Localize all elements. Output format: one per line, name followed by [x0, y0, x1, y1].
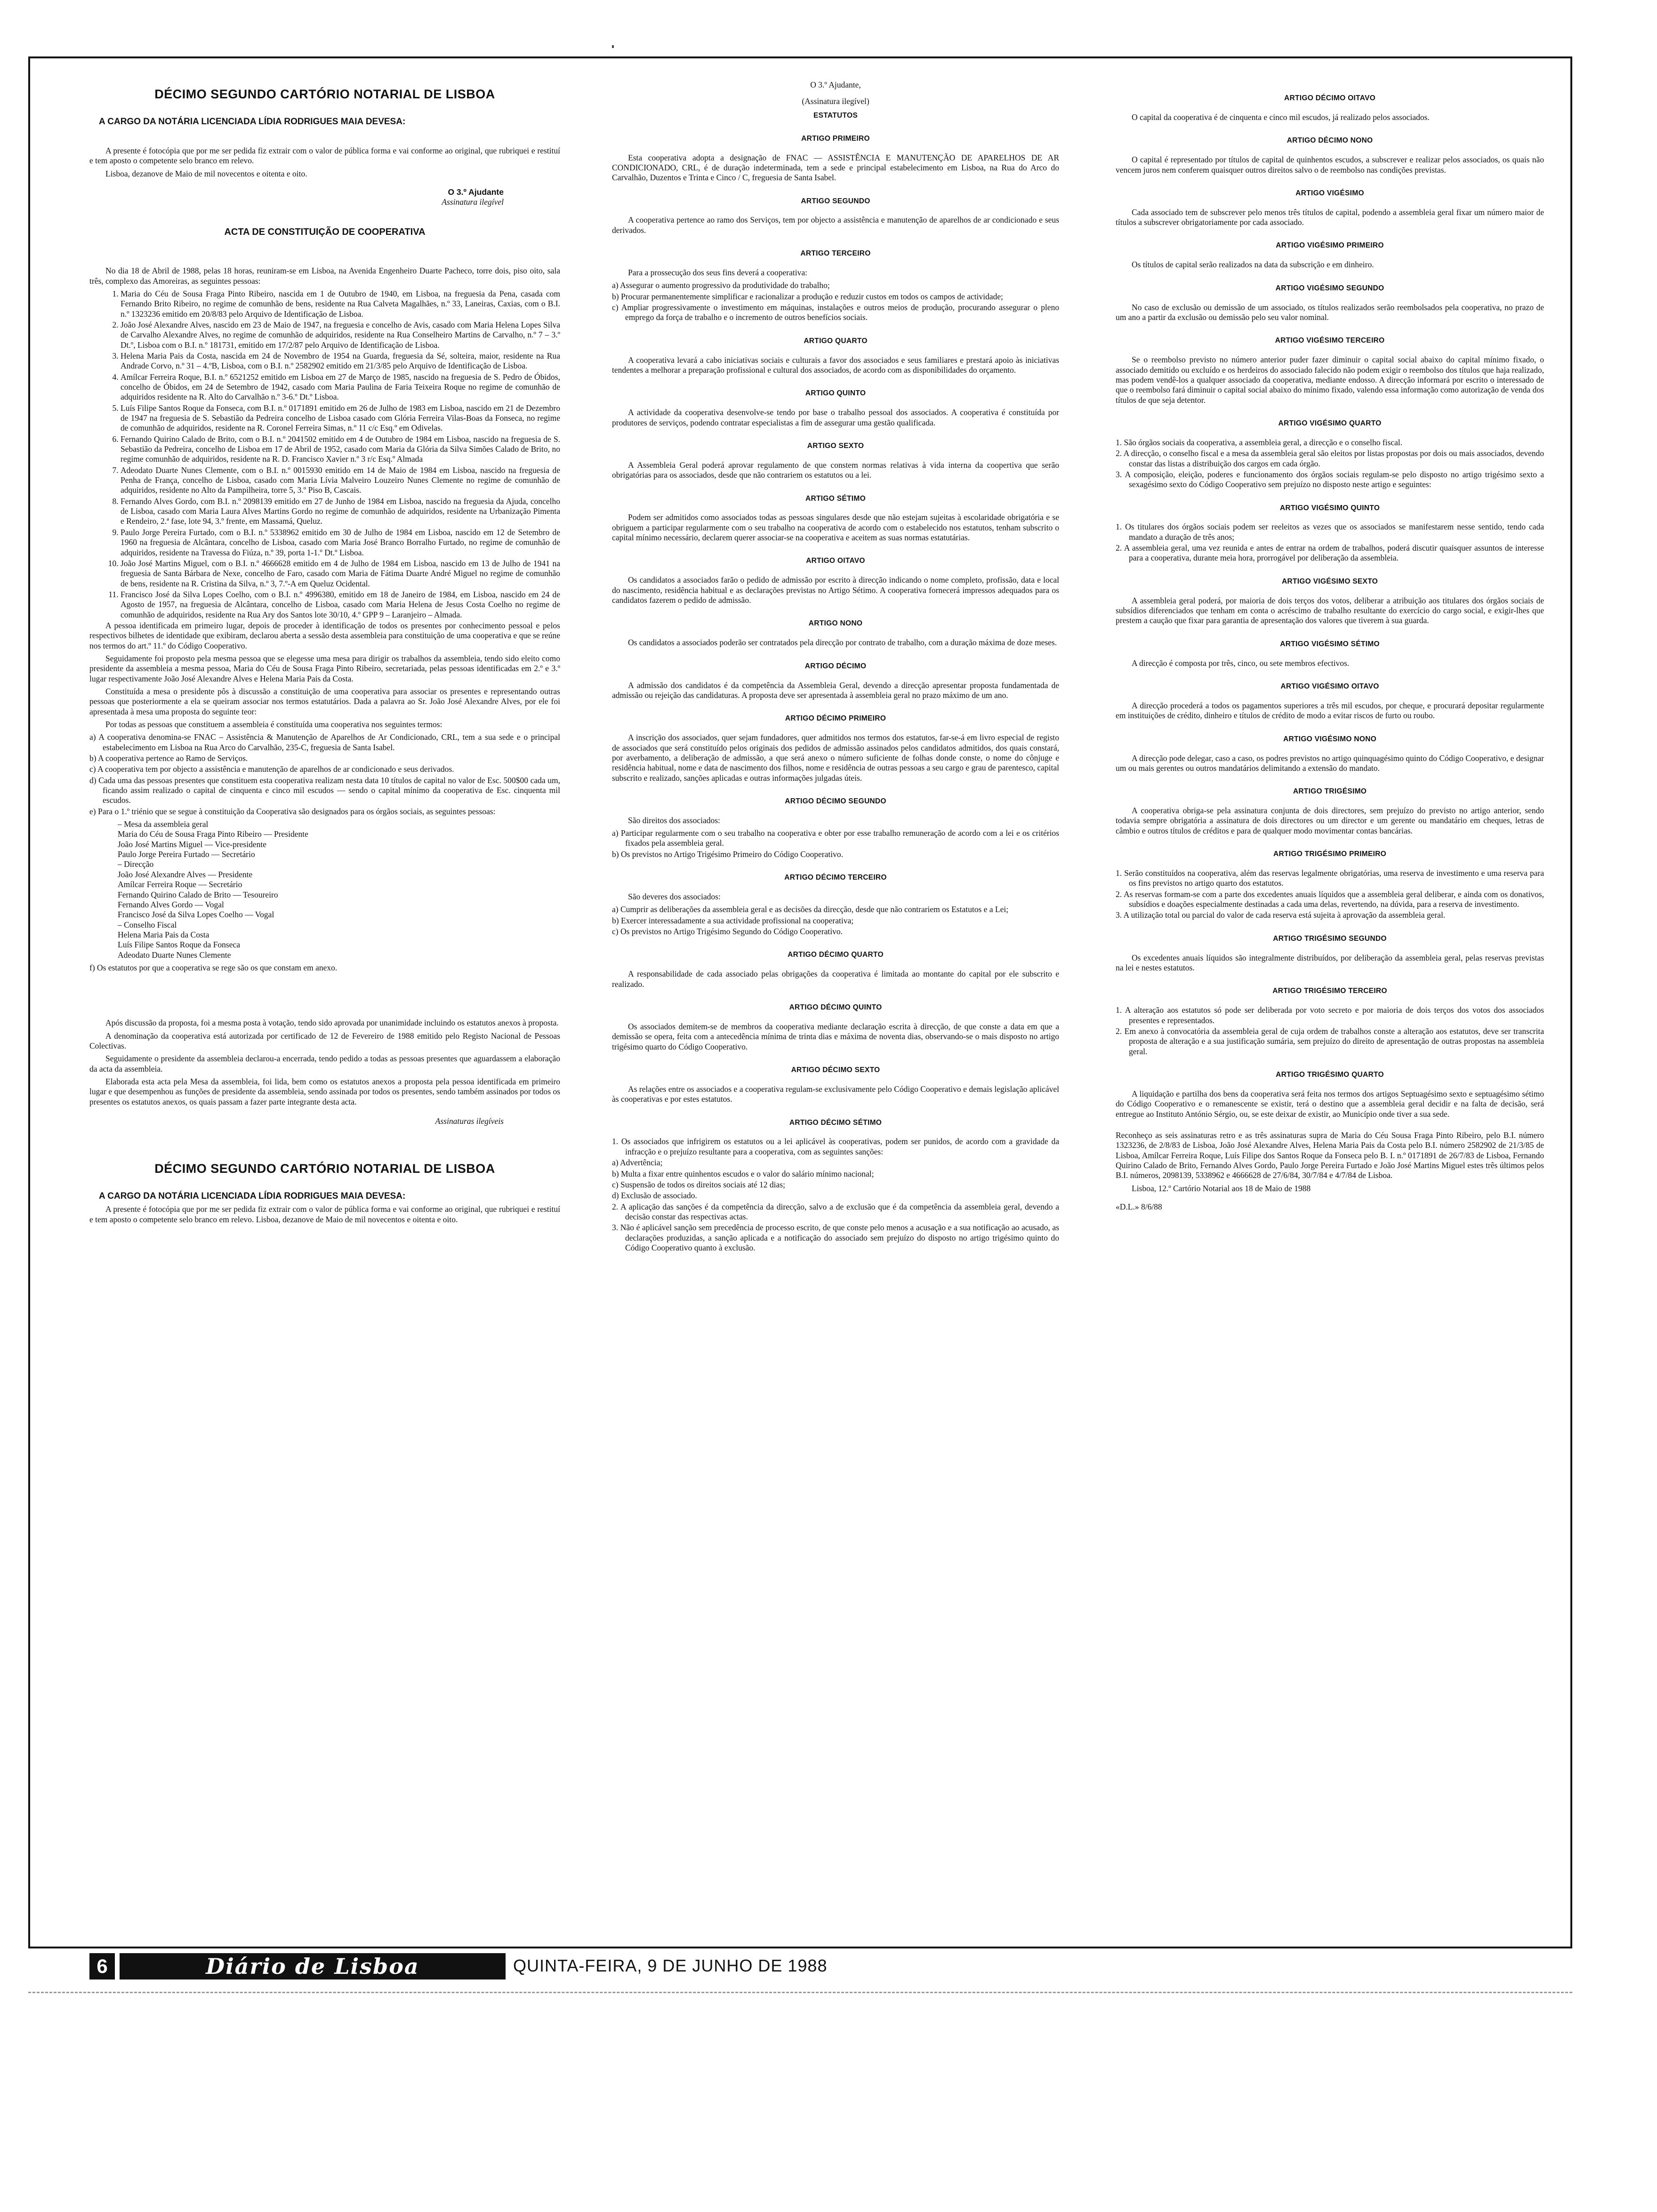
list-item: e) Para o 1.º triénio que se segue à constituição da Cooperativa são designados para os órgãos sociais, as seguintes pessoas:: [89, 806, 496, 816]
organ-line: Amílcar Ferreira Roque — Secretário: [118, 880, 242, 890]
list-item: a) Participar regularmente com o seu trabalho na cooperativa e obter por esse trabalho remuneração de acordo com a lei e os critérios fixados pela assembleia geral.: [612, 828, 1059, 848]
list-item: d) Exclusão de associado.: [612, 1191, 697, 1201]
column-3: [1116, 80, 1544, 1939]
proposal-term-f: [89, 963, 560, 973]
article-paragraph: Para a prossecução dos seus fins deverá a cooperativa:: [628, 268, 807, 278]
article-heading: ARTIGO DÉCIMO: [804, 662, 867, 670]
article-paragraph: Os títulos de capital serão realizados na data da subscrição e em dinheiro.: [1132, 260, 1374, 270]
list-item: 1. Os titulares dos órgãos sociais podem ser reeleitos as vezes que os associados se manifestarem nesse sentido, tendo cada mandato a duração de três anos;: [1116, 522, 1544, 542]
list-item: a) Advertência;: [612, 1158, 663, 1168]
founder-item: 2. João José Alexandre Alves, nascido em 23 de Maio de 1947, na freguesia e concelho de Avis, casado com Maria Helena Lopes Silva de Carvalho Alexandre Alves, no regime de comunhão de adquiridos, residente na Rua Conselheiro Martins de Carvalho, n.º 7 – 3.º Dt.º, Lisboa com o B.I. n.º 181731, emitido em 17/2/87 pelo Arquivo de Identificação de Lisboa.: [121, 320, 560, 350]
list-item: b) Exercer interessadamente a sua actividade profissional na cooperativa;: [612, 915, 854, 925]
article-paragraph: Os excedentes anuais líquidos são integralmente distribuídos, por deliberação da assembleia geral, pelas reservas previstas na lei e nestes estatutos.: [1116, 953, 1544, 972]
column-2: [612, 80, 1059, 1939]
signatures-note: Assinaturas ilegíveis: [435, 1116, 504, 1126]
paragraph: A pessoa identificada em primeiro lugar, depois de proceder à identificação de todos os presentes por conhecimento pessoal e pelos respectivos bilhetes de identidade que exibiram, declarou aberta a sessão desta assembleia para constituição de uma cooperativa e que se reúne nos termos do art.º 11.º do Código Cooperativo.: [89, 620, 560, 650]
masthead-logo: Diário de Lisboa: [120, 1953, 506, 1980]
founders-list: [89, 289, 560, 620]
article-heading: ARTIGO SEXTO: [807, 441, 864, 450]
organ-line: Fernando Alves Gordo — Vogal: [118, 899, 224, 909]
organ-line: – Conselho Fiscal: [118, 920, 177, 930]
article-heading: ARTIGO DÉCIMO SÉTIMO: [789, 1118, 882, 1127]
article-heading: ARTIGO TRIGÉSIMO SEGUNDO: [1273, 934, 1387, 943]
article-paragraph: Esta cooperativa adopta a designação de FNAC — ASSISTÊNCIA E MANUTENÇÃO DE APARELHOS DE AR CONDICIONADO, CRL, é de duração indeterminada, tem a sede e principal estabelecimento em Lisboa, na Rua do Arco do Carvalhão, Duzentos e Trinta e Cinco / C, freguesia de Santa Isabel.: [612, 152, 1059, 183]
paragraph: Constituída a mesa o presidente pôs à discussão a constituição de uma cooperativa para associar os presentes e representando outras pessoas que posteriormente a ela se queiram associar nos termos estatutários. Dada a palavra ao Sr. João José Alexandre Alves, por ele foi apresentada à mesa uma proposta do seguinte teor:: [89, 686, 560, 716]
paragraph: Elaborada esta acta pela Mesa da assembleia, foi lida, bem como os estatutos anexos a proposta pela pessoa identificada em primeiro lugar e que desempenhou as funções de presidente da assembleia, sendo assinada por todos os presentes, sendo também assinados por todos os presentes os estatutos anexos, os quais passam a fazer parte integrante desta acta.: [89, 1076, 560, 1106]
article-heading: ARTIGO VIGÉSIMO TERCEIRO: [1275, 337, 1385, 345]
notary-line-2: A CARGO DA NOTÁRIA LICENCIADA LÍDIA RODRIGUES MAIA DEVESA:: [99, 1191, 406, 1202]
paragraph: Após discussão da proposta, foi a mesma posta à votação, tendo sido aprovada por unanimidade incluindo os estatutos anexos à proposta.: [105, 1018, 559, 1028]
paragraph: Por todas as pessoas que constituem a assembleia é constituída uma cooperativa nos seguintes termos:: [105, 720, 442, 729]
organ-line: Francisco José da Silva Lopes Coelho — Vogal: [118, 910, 274, 920]
article-paragraph: Os candidatos a associados poderão ser contratados pela direcção por contrato de trabalho, com a duração máxima de doze meses.: [628, 638, 1057, 648]
list-item: 2. A assembleia geral, uma vez reunida e antes de entrar na ordem de trabalhos, poderá discutir quaisquer assuntos de interesse para a cooperativa, durante meia hora, prorrogável por deliberação da assembleia.: [1116, 543, 1544, 563]
article-items: [612, 828, 1059, 859]
article-heading: ARTIGO TRIGÉSIMO QUARTO: [1276, 1070, 1384, 1079]
article-items: [612, 1137, 1059, 1253]
organ-line: Fernando Quirino Calado de Brito — Tesoureiro: [118, 890, 278, 899]
article-heading: ARTIGO SEGUNDO: [801, 197, 870, 205]
article-heading: ARTIGO DÉCIMO SEGUNDO: [785, 797, 886, 805]
article-heading: ARTIGO DÉCIMO QUINTO: [789, 1003, 882, 1012]
article-heading: ARTIGO VIGÉSIMO PRIMEIRO: [1276, 241, 1384, 250]
organ-line: – Mesa da assembleia geral: [118, 819, 209, 829]
list-item: 2. A direcção, o conselho fiscal e a mesa da assembleia geral são eleitos por listas propostas por dois ou mais associados, devendo constar das listas a distribuição dos cargos em cada órgão.: [1116, 449, 1544, 468]
article-heading: ARTIGO DÉCIMO NONO: [1287, 136, 1373, 145]
page-footer: [89, 1953, 1572, 1981]
acta-title: ACTA DE CONSTITUIÇÃO DE COOPERATIVA: [224, 226, 426, 237]
list-item: b) Procurar permanentemente simplificar e racionalizar a produção e reduzir custos em todos os campos de actividade;: [612, 291, 1003, 301]
article-items: [1116, 868, 1544, 921]
article-heading: ARTIGO VIGÉSIMO SÉTIMO: [1280, 640, 1380, 648]
article-heading: ARTIGO TRIGÉSIMO: [1293, 787, 1367, 796]
article-paragraph: A responsabilidade de cada associado pelas obrigações da cooperativa é limitada ao montante do capital por ele subscrito e realizado.: [612, 969, 1059, 989]
list-item: 2. As reservas formam-se com a parte dos excedentes anuais líquidos que a assembleia geral deliberar, e ainda com os donativos, subsídios e doações especialmente destinadas a cada uma delas, revertendo, na dúvida, para a reserva de investimento.: [1116, 889, 1544, 909]
social-organs: [89, 819, 560, 960]
article-heading: ARTIGO DÉCIMO SEXTO: [791, 1066, 880, 1074]
founder-item: 4. Amílcar Ferreira Roque, B.I. n.º 6521252 emitido em Lisboa em 27 de Março de 1985, nascido na freguesia de S. Pedro de Óbidos, concelho de Óbidos, em 24 de Setembro de 1942, casado com Maria Paulina de Faria Teixeira Roque no regime de comunhão de adquiridos residente na R. Alto do Carvalhão n.º 3-6.º Dt.º Lisboa.: [121, 372, 560, 402]
list-item: c) A cooperativa tem por objecto a assistência e manutenção de aparelhos de ar condicionado e seus derivados.: [89, 764, 454, 774]
article-heading: ARTIGO PRIMEIRO: [801, 134, 870, 143]
list-item: 3. A utilização total ou parcial do valor de cada reserva está sujeita à aprovação da assembleia geral.: [1116, 910, 1446, 920]
article-paragraph: A liquidação e partilha dos bens da cooperativa será feita nos termos dos artigos Septuagésimo sexto e septuagésimo sétimo do Código Cooperativo e o remanescente se existir, terá o destino que a assembleia geral decidir e na falta de decisão, será entregue ao Instituto António Sérgio, ou, se este deixar de existir, ao Município onde tiver a sua sede.: [1116, 1089, 1544, 1119]
article-heading: ARTIGO DÉCIMO QUARTO: [788, 951, 884, 959]
founder-item: 9. Paulo Jorge Pereira Furtado, com o B.I. n.º 5338962 emitido em 30 de Julho de 1984 em Lisboa, nascido em 12 de Setembro de 1960 na freguesia de Alcântara, concelho de Lisboa, casado com Maria José Branco Borralho Furtado, no regime de comunhão de adquiridos, residente na Travessa do Fiúza, n.º 39, porta 1-1.º Dt.º Lisboa.: [121, 528, 560, 558]
list-item: 2. A aplicação das sanções é da competência da direcção, salvo a de exclusão que é da competência da assembleia geral, devendo a decisão constar das respectivas actas.: [612, 1202, 1059, 1221]
certification-text-2: A presente é fotocópia que por me ser pedida fiz extrair com o valor de pública forma e vai conforme ao original, que rubriquei e restituí e tem aposto o competente selo branco em relevo. Lisboa, dezanove de Maio de mil novecentos e oitenta e oito.: [89, 1204, 560, 1224]
office-title-2: DÉCIMO SEGUNDO CARTÓRIO NOTARIAL DE LISBOA: [154, 1162, 495, 1176]
list-item: b) A cooperativa pertence ao Ramo de Serviços.: [89, 753, 248, 763]
article-paragraph: São deveres dos associados:: [628, 892, 721, 902]
article-paragraph: O capital da cooperativa é de cinquenta e cinco mil escudos, já realizado pelos associados.: [1132, 112, 1430, 122]
article-heading: ARTIGO QUARTO: [804, 337, 868, 345]
list-item: 3. A composição, eleição, poderes e funcionamento dos órgãos sociais regulam-se pelo disposto no artigo trigésimo sexto a sexagésimo sexto do Código Cooperativo sem prejuízo no disposto neste artigo e seguintes:: [1116, 469, 1544, 489]
proposal-terms: [89, 732, 560, 817]
article-paragraph: A direcção é composta por três, cinco, ou sete membros efectivos.: [1132, 658, 1350, 668]
list-item: b) Multa a fixar entre quinhentos escudos e o valor do salário mínimo nacional;: [612, 1169, 874, 1178]
ajudante-label: O 3.º Ajudante: [448, 187, 504, 197]
article-paragraph: A cooperativa levará a cabo iniciativas sociais e culturais a favor dos associados e seus familiares e prestará apoio às iniciativas tendentes a melhorar a preparação profissional e cultural dos associados, de acordo com as disponibilidades do orçamento.: [612, 355, 1059, 375]
article-paragraph: Os associados demitem-se de membros da cooperativa mediante declaração escrita à direcção, de que conste a data em que a demissão se opera, feita com a antecedência mínima de trinta dias e máxima de noventa dias, observando-se o mais disposto no artigo trigésimo quarto do Código Cooperativo.: [612, 1021, 1059, 1051]
closing-date: Lisboa, 12.º Cartório Notarial aos 18 de Maio de 1988: [1132, 1183, 1311, 1193]
list-item: 2. Em anexo à convocatória da assembleia geral de cuja ordem de trabalhos conste a alteração aos estatutos, deve ser transcrita proposta de alteração e a sua justificação sumária, sem prejuízo do direito de apresentação de outras propostas na assembleia geral.: [1116, 1026, 1544, 1056]
bottom-rule: [28, 1992, 1572, 1993]
founder-item: 11. Francisco José da Silva Lopes Coelho, com o B.I. n.º 4996380, emitido em 18 de Janeiro de 1984, em Lisboa, nascido em 24 de Agosto de 1957, na freguesia de Alcântara, concelho de Lisboa, casado com Maria Helena de Jesus Costa Coelho no regime de comunhão de adquiridos, residente na Rua Ary dos Santos lote 30/10, 4.º GPP 9 – Laranjeiro – Almada.: [121, 590, 560, 620]
article-items: [1116, 1005, 1544, 1057]
article-heading: ARTIGO DÉCIMO PRIMEIRO: [785, 714, 886, 723]
article-heading: ARTIGO DÉCIMO OITAVO: [1284, 94, 1375, 102]
scan-mark: [612, 45, 614, 48]
issue-date: QUINTA-FEIRA, 9 DE JUNHO DE 1988: [513, 1956, 828, 1975]
article-paragraph: A direcção pode delegar, caso a caso, os podres previstos no artigo quinquagésimo quinto do Código Cooperativo, e designar um ou mais gerentes ou outros mandatários delimitando a extensão do mandato.: [1116, 753, 1544, 773]
acta-intro: No dia 18 de Abril de 1988, pelas 18 horas, reuniram-se em Lisboa, na Avenida Engenheiro Duarte Pacheco, torre dois, piso oito, sala três, complexo das Amoreiras, as seguintes pessoas:: [89, 266, 560, 286]
list-item: a) A cooperativa denomina-se FNAC – Assistência & Manutenção de Aparelhos de Ar Condicionado, CRL, tem a sua sede e o principal estabelecimento em Lisboa na Rua Arco do Carvalhão, 235-C, freguesia de Santa Isabel.: [89, 732, 560, 752]
article-heading: ARTIGO VIGÉSIMO QUINTO: [1279, 504, 1380, 512]
acta-paragraphs-b: [89, 1018, 560, 1107]
statutes-articles-b: [1116, 94, 1544, 1119]
list-item: f) Os estatutos por que a cooperativa se rege são os que constam em anexo.: [89, 962, 338, 972]
signature-note: Assinatura ilegível: [442, 197, 504, 207]
organ-line: Maria do Céu de Sousa Fraga Pinto Ribeiro — Presidente: [118, 829, 308, 839]
founder-item: 3. Helena Maria Pais da Costa, nascida em 24 de Novembro de 1954 na Guarda, freguesia da Sé, solteira, maior, residente na Rua Andrade Corvo, n.º 31 – 4.ºB, Lisboa, com o B.I. n.º 2582902 emitido em 21/3/85 pelo Arquivo de Identificação de Lisboa.: [121, 351, 560, 371]
organ-line: João José Alexandre Alves — Presidente: [118, 869, 253, 879]
article-paragraph: Se o reembolso previsto no número anterior puder fazer diminuir o capital social abaixo do capital mínimo fixado, o associado demitido ou excluído e os herdeiros do associado falecido não podem exigir o reembolso dos títulos que haja realizado, mas podem vendê-los a qualquer associado da cooperativa, mediante endosso. A direcção informará por escrito o interessado de que o reembolso fará diminuir o capital social abaixo do mínimo fixado, valendo essa informação como autorização de venda dos títulos de que seja detentor.: [1116, 355, 1544, 405]
article-paragraph: A Assembleia Geral poderá aprovar regulamento de que constem normas relativas à vida interna da coopertiva que serão obrigatórias para os associados, desde que não contrariem os estatutos ou a lei.: [612, 460, 1059, 480]
article-paragraph: A actividade da cooperativa desenvolve-se tendo por base o trabalho pessoal dos associados. A cooperativa é constituída por produtores de serviços, podendo contratar especialistas a fim de assegurar uma gestão qualificada.: [612, 408, 1059, 427]
article-paragraph: A cooperativa obriga-se pela assinatura conjunta de dois directores, sem prejuízo do previsto no artigo anterior, sendo todavia sempre obrigatória a assinatura de dois directores ou um director e um gerente ou mandatário em cheques, letras de câmbio e outros títulos de créditos e para de qualquer modo movimentar contas bancárias.: [1116, 806, 1544, 835]
article-paragraph: São direitos dos associados:: [628, 815, 720, 825]
article-items: [612, 905, 1059, 937]
article-heading: ARTIGO OITAVO: [806, 557, 865, 565]
notary-line: A CARGO DA NOTÁRIA LICENCIADA LÍDIA RODRIGUES MAIA DEVESA:: [99, 116, 406, 127]
list-item: 1. São órgãos sociais da cooperativa, a assembleia geral, a direcção e o conselho fiscal.: [1116, 437, 1403, 447]
organ-line: Adeodato Duarte Nunes Clemente: [118, 950, 231, 960]
list-item: c) Suspensão de todos os direitos sociais até 12 dias;: [612, 1179, 785, 1189]
article-heading: ARTIGO NONO: [808, 619, 863, 628]
statutes-title: ESTATUTOS: [813, 111, 858, 120]
statutes-articles-a: [612, 135, 1059, 1253]
list-item: 3. Não é aplicável sanção sem precedência de processo escrito, de que conste pelo menos a acusação e a sua notificação ao acusado, as declarações produzidas, a sanção aplicada e a notificação do associado sem prejuízo do disposto no artigo trigésimo quinto do Código Cooperativo quanto à exclusão.: [612, 1223, 1059, 1252]
article-paragraph: As relações entre os associados e a cooperativa regulam-se exclusivamente pelo Código Cooperativo e demais legislação aplicável às cooperativas e por estes estatutos.: [612, 1084, 1059, 1104]
certification-date: Lisboa, dezanove de Maio de mil novecentos e oitenta e oito.: [105, 168, 307, 178]
list-item: 1. Os associados que infrigirem os estatutos ou a lei aplicável às cooperativas, podem ser punidos, de acordo com a gravidade da infracção e o prejuízo resultante para a cooperativa, com as seguintes sanções:: [612, 1137, 1059, 1156]
article-paragraph: A assembleia geral poderá, por maioria de dois terços dos votos, deliberar a atribuição aos titulares dos órgãos sociais de subsídios diferenciados que tenham em conta o acréscimo de trabalho resultante do exercício do cargo social, e exigir-lhes que prestem a caução que fixar para garantia de apresentação dos valores que tiverem à sua guarda.: [1116, 595, 1544, 625]
organ-line: – Direcção: [118, 859, 154, 869]
signature-note-2: (Assinatura ilegível): [802, 96, 869, 106]
office-title: DÉCIMO SEGUNDO CARTÓRIO NOTARIAL DE LISBOA: [154, 87, 495, 101]
organ-line: Luís Filipe Santos Roque da Fonseca: [118, 940, 241, 950]
founder-item: 5. Luís Filipe Santos Roque da Fonseca, com B.I. n.º 0171891 emitido em 26 de Julho de 1983 em Lisboa, nascido em 21 de Dezembro de 1947 na freguesia de S. Sebastião da Pedreira concelho de Lisboa casado com Glória Ferreira Vilas-Boas da Fonseca, no regime de comunhão de adquiridos, residente na R. Coronel Ferreira Simas, n.º 11 c/c Esq.º em Odivelas.: [121, 403, 560, 433]
acta-paragraphs-a: [89, 621, 560, 729]
list-item: 1. A alteração aos estatutos só pode ser deliberada por voto secreto e por maioria de dois terços dos votos dos associados presentes e representados.: [1116, 1005, 1544, 1025]
article-paragraph: A admissão dos candidatos é da competência da Assembleia Geral, devendo a direcção apresentar proposta fundamentada de admissão ou rejeição das candidaturas. A proposta deve ser apresentada à assembleia geral no prazo máximo de um ano.: [612, 680, 1059, 700]
article-paragraph: O capital é representado por títulos de capital de quinhentos escudos, a subscrever e realizar pelos associados, os quais não vencem juros nem conferem quaisquer outros direitos salvo o de reembolso nas condições previstas.: [1116, 155, 1544, 175]
certification-text: A presente é fotocópia que por me ser pedida fiz extrair com o valor de pública forma e vai conforme ao original, que rubriquei e restituí e tem aposto o competente selo branco em relevo.: [89, 146, 560, 166]
article-paragraph: A cooperativa pertence ao ramo dos Serviços, tem por objecto a assistência e manutenção de aparelhos de ar condicionado e seus derivados.: [612, 215, 1059, 235]
article-heading: ARTIGO VIGÉSIMO: [1295, 189, 1364, 197]
article-items: [612, 281, 1059, 322]
list-item: a) Assegurar o aumento progressivo da produtividade do trabalho;: [612, 281, 830, 290]
publication-ref: «D.L.» 8/6/88: [1116, 1202, 1162, 1211]
founder-item: 7. Adeodato Duarte Nunes Clemente, com o B.I. n.º 0015930 emitido em 14 de Maio de 1984 em Lisboa, nascido na freguesia de Penha de França, concelho de Lisboa, casado com Maria Lívia Malveiro Louzeiro Nunes Clemente no regime de comunhão de adquiridos, residente no Alto da Pampilheira, torre 5, 3.º Piso B, Cascais.: [121, 465, 560, 496]
article-heading: ARTIGO VIGÉSIMO NONO: [1283, 735, 1377, 743]
list-item: c) Ampliar progressivamente o investimento em máquinas, instalações e outros meios de produção, procurando assegurar o pleno emprego da força de trabalho e o incremento de outros benefícios sociais.: [612, 303, 1059, 322]
article-heading: ARTIGO TERCEIRO: [800, 249, 871, 258]
paragraph: A denominação da cooperativa está autorizada por certificado de 12 de Fevereiro de 1988 emitido pelo Registo Nacional de Pessoas Colectivas.: [89, 1031, 560, 1050]
paragraph: Seguidamente o presidente da assembleia declarou-a encerrada, tendo pedido a todas as pessoas presentes que aguardassem a elaboração da acta da assembleia.: [89, 1054, 560, 1074]
article-paragraph: A inscrição dos associados, quer sejam fundadores, quer admitidos nos termos dos estatutos, far-se-á em livro especial de registo de associados que será constituído pelos originais dos pedidos de admissão assinados pelos candidatos admitidos, dos quais constará, por averbamento, a deliberação de admissão, a que será anexo o número suficiente de folhas donde conste, o nome do cônjuge e residência habitual, nome e data de nascimento dos filhos, nome e residência de outras pessoas a seu cargo e grau de parentesco, capital subscrito e realizado, sanções aplicadas e outras informações julgadas úteis.: [612, 733, 1059, 783]
closing-recognition: Reconheço as seis assinaturas retro e as três assinaturas supra de Maria do Céu Sousa Fraga Pinto Ribeiro, pelo B.I. número 1323236, de 2/8/83 de Lisboa, João José Alexandre Alves, Helena Maria Pais da Costa pelo B.I. número 2582902 de 21/3/85 de Lisboa, Amílcar Ferreira Roque, Luís Filipe dos Santos Roque da Fonseca pelo B. I. n.º 0171891 de 26/7/83 de Lisboa, Fernando Quirino Calado de Brito, Fernando Alves Gordo, Paulo Jorge Pereira Furtado e João José Martins Miguel estes três últimos pelos B.I. números, 2098139, 5338962 e 4666628 de 27/6/84, 30/7/84 e 4/7/84 de Lisboa.: [1116, 1130, 1544, 1180]
article-heading: ARTIGO QUINTO: [805, 389, 866, 398]
article-items: [1116, 438, 1544, 490]
founder-item: 6. Fernando Quirino Calado de Brito, com o B.I. n.º 2041502 emitido em 4 de Outubro de 1984 em Lisboa, nascido na freguesia de S. Sebastião da Pedreira, concelho de Lisboa em 17 de Abril de 1952, casado com Maria da Glória da Silva Simões Calado de Brito, no regime comunhão de adquiridos, residente na R. D. Francisco Xavier n.º 3 r/c Esq.º Almada: [121, 434, 560, 465]
list-item: b) Os previstos no Artigo Trigésimo Primeiro do Código Cooperativo.: [612, 849, 843, 859]
article-heading: ARTIGO SÉTIMO: [805, 494, 866, 503]
list-item: c) Os previstos no Artigo Trigésimo Segundo do Código Cooperativo.: [612, 927, 843, 937]
article-paragraph: Cada associado tem de subscrever pelo menos três títulos de capital, podendo a assembleia geral fixar um número maior de títulos a subscrever obrigatoriamente por cada associado.: [1116, 207, 1544, 227]
paragraph: Seguidamente foi proposto pela mesma pessoa que se elegesse uma mesa para dirigir os trabalhos da assembleia, tendo sido eleito como presidente da assembleia a mesma pessoa, Maria do Céu de Sousa Fraga Pinto Ribeiro, secretariada, pelas pessoas identificadas em 2.º e 3.º lugar respectivamente João José Alexandre Alves e Helena Maria Pais da Costa.: [89, 653, 560, 683]
list-item: a) Cumprir as deliberações da assembleia geral e as decisões da direcção, desde que não contrariem os Estatutos e a Lei;: [612, 905, 1009, 914]
founder-item: 10. João José Martins Miguel, com o B.I. n.º 4666628 emitido em 4 de Julho de 1984 em Lisboa, nascido em 13 de Julho de 1941 na freguesia de Santa Bárbara de Nexe, concelho de Faro, casado com Maria de Fátima Duarte André Miguel no regime de comunhão de bens, residente na R. Cristina da Silva, n.º 3, 7.º-A em Queluz Ocidental.: [121, 559, 560, 589]
article-heading: ARTIGO TRIGÉSIMO PRIMEIRO: [1273, 850, 1386, 858]
organ-line: Paulo Jorge Pereira Furtado — Secretário: [118, 850, 255, 859]
article-paragraph: Podem ser admitidos como associados todas as pessoas singulares desde que não estejam sujeitas à escolaridade obrigatória e se obriguem a participar regularmente com o seu trabalho na cooperativa de acordo com o estabelecido nos estatutos, tenham subscrito o capital mínimo necessário, declarem querer associar-se na cooperativa e aceitem as suas normas estatutárias.: [612, 513, 1059, 543]
article-paragraph: No caso de exclusão ou demissão de um associado, os títulos realizados serão reembolsados pela cooperativa, no prazo de um ano a partir da exclusão ou demissão pelo seu valor nominal.: [1116, 302, 1544, 322]
organ-line: Helena Maria Pais da Costa: [118, 930, 209, 939]
article-heading: ARTIGO VIGÉSIMO OITAVO: [1280, 682, 1379, 690]
article-heading: ARTIGO VIGÉSIMO QUARTO: [1278, 419, 1382, 427]
article-items: [1116, 522, 1544, 563]
founder-item: 8. Fernando Alves Gordo, com B.I. n.º 2098139 emitido em 27 de Junho de 1984 em Lisboa, nascido na freguesia da Ajuda, concelho de Lisboa, casado com Maria Laura Alves Martins Gordo no regime de comunhão de adquiridos, residente na Urbanização Pimenta e Rendeiro, 2.ª fase, lote 94, 3.º frente, em Massamá, Queluz.: [121, 497, 560, 527]
list-item: 1. Serão constituídos na cooperativa, além das reservas legalmente obrigatórias, uma reserva de investimento e uma reserva para os fins previstos no artigo quarto dos estatutos.: [1116, 868, 1544, 888]
list-item: d) Cada uma das pessoas presentes que constituem esta cooperativa realizam nesta data 10 títulos de capital no valor de Esc. 500$00 cada um, ficando assim realizado o capital de cinquenta e cinco mil escudos — sendo o capital mínimo da cooperativa de Esc. cinquenta mil escudos.: [89, 775, 560, 805]
organ-line: João José Martins Miguel — Vice-presidente: [118, 839, 266, 849]
article-heading: ARTIGO VIGÉSIMO SEXTO: [1281, 577, 1378, 585]
founder-item: 1. Maria do Céu de Sousa Fraga Pinto Ribeiro, nascida em 1 de Outubro de 1940, em Lisboa, na freguesia da Pena, casada com Fernando Brito Ribeiro, no regime de comunhão de bens, residente na Rua Calveta Magalhães, n.º 33, Laneiras, Caxias, com o B.I. n.º 1323236 emitido em 20/8/83 pelo Arquivo de Identificação de Lisboa.: [121, 289, 560, 319]
column-1: [89, 80, 560, 1939]
article-heading: ARTIGO VIGÉSIMO SEGUNDO: [1275, 284, 1384, 292]
article-paragraph: A direcção procederá a todos os pagamentos superiores a três mil escudos, por cheque, e procurará depositar regularmente em instituições de crédito, dinheiro e títulos de crédito de modo a evitar riscos de furto ou roubo.: [1116, 700, 1544, 721]
page-number: 6: [89, 1953, 115, 1980]
article-heading: ARTIGO DÉCIMO TERCEIRO: [784, 874, 887, 882]
article-heading: ARTIGO TRIGÉSIMO TERCEIRO: [1272, 987, 1387, 995]
article-paragraph: Os candidatos a associados farão o pedido de admissão por escrito à direcção indicando o nome completo, profissão, data e local do nascimento, residência habitual e as declarações previstas no Artigo Sétimo. A cooperativa fornecerá impressos adequados para os candidatos fazerem o pedido de admissão.: [612, 575, 1059, 605]
ajudante-label-2: O 3.º Ajudante,: [810, 80, 861, 89]
